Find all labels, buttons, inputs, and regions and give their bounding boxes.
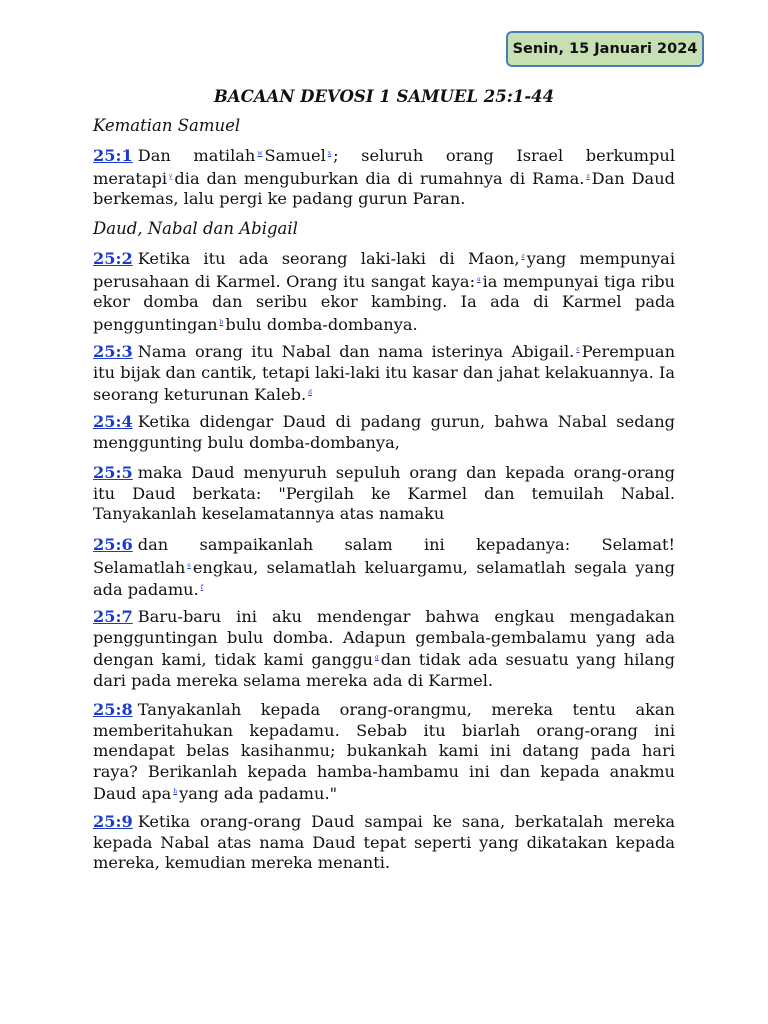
- verse: [93, 700, 675, 805]
- page-title: BACAAN DEVOSI 1 SAMUEL 25:1-44: [213, 87, 555, 106]
- verse: [93, 144, 675, 210]
- verse: [93, 247, 675, 335]
- footnote-link[interactable]: a: [477, 275, 481, 283]
- verse-text: Ketika itu ada seorang laki-laki di Maon,: [137, 249, 520, 268]
- verse-ref-link[interactable]: 25:3: [93, 342, 133, 361]
- verse-ref-link[interactable]: 25:1: [93, 146, 133, 165]
- footnote-link[interactable]: w: [257, 150, 263, 157]
- footnote-link[interactable]: z: [521, 253, 525, 260]
- verse-text: dan sampaikanlah salam ini kepadanya: Selamat! Selamatlah: [93, 535, 675, 577]
- verse: [93, 535, 675, 601]
- verse-text: yang mempunyai perusahaan di Karmel. Orang itu sangat kaya:: [93, 249, 676, 291]
- footnote-link[interactable]: x: [327, 150, 332, 157]
- verse-ref-link[interactable]: 25:7: [93, 607, 133, 626]
- verse-text: yang ada padamu.": [179, 784, 338, 804]
- verse-text: maka Daud menyuruh sepuluh orang dan kepada orang-orang itu Daud berkata: "Pergilah ke Karmel dan temuilah Nabal. Tanyakanlah keselamatannya atas namaku: [93, 463, 675, 524]
- verse-text: Nama orang itu Nabal dan nama isterinya Abigail.: [137, 342, 575, 361]
- verse-text: Samuel: [264, 146, 326, 165]
- footnote-link[interactable]: h: [173, 788, 178, 796]
- footnote-link[interactable]: g: [374, 654, 379, 662]
- footnote-link[interactable]: y: [169, 172, 173, 180]
- verse-text: ; seluruh orang Israel berkumpul meratapi: [93, 146, 675, 188]
- verse-ref-link[interactable]: 25:2: [93, 249, 133, 268]
- section-heading-daud-nabal-abigail: Daud, Nabal dan Abigail: [93, 219, 298, 238]
- verse: [93, 412, 675, 453]
- footnote-link[interactable]: c: [576, 346, 580, 353]
- verse-ref-link[interactable]: 25:4: [93, 412, 133, 431]
- verse-ref-link[interactable]: 25:6: [93, 535, 133, 554]
- verse-ref-link[interactable]: 25:5: [93, 463, 133, 482]
- verse-text: engkau, selamatlah keluargamu, selamatlah segala yang ada padamu.: [93, 557, 675, 600]
- verse-text: dan tidak ada sesuatu yang hilang dari pada mereka selama mereka ada di Karmel.: [93, 650, 675, 690]
- verse-text: Ketika didengar Daud di padang gurun, bahwa Nabal sedang menggunting bulu domba-dombanya,: [93, 412, 675, 452]
- verse: [93, 607, 675, 691]
- verse-ref-link[interactable]: 25:9: [93, 812, 133, 831]
- verse-text: dia dan menguburkan dia di rumahnya di Rama.: [174, 168, 585, 188]
- verse-text: bulu domba-dombanya.: [225, 314, 418, 334]
- verse-text: Dan Daud berkemas, lalu pergi ke padang gurun Paran.: [93, 168, 675, 209]
- footnote-link[interactable]: d: [308, 389, 312, 397]
- footnote-link[interactable]: z: [586, 172, 590, 180]
- footnote-link[interactable]: e: [187, 561, 191, 569]
- footnote-link[interactable]: b: [219, 318, 224, 326]
- verse-ref-link[interactable]: 25:8: [93, 700, 133, 719]
- verse-text: Tanyakanlah kepada orang-orangmu, mereka tentu akan memberitahukan kepadamu. Sebab itu biarlah orang-orang ini mendapat belas kasihanmu; bukankah kami ini datang pada hari raya? Berikanlah kepada hamba-hambamu ini dan kepada anakmu Daud apa: [93, 700, 675, 804]
- footnote-link[interactable]: f: [200, 584, 203, 592]
- verse: [93, 463, 675, 525]
- date-badge: Senin, 15 Januari 2024: [506, 31, 704, 67]
- verse-text: Ketika orang-orang Daud sampai ke sana, berkatalah mereka kepada Nabal atas nama Daud tepat seperti yang dikatakan kepada mereka, kemudian mereka menanti.: [93, 812, 675, 873]
- verse-text: Perempuan itu bijak dan cantik, tetapi laki-laki itu kasar dan jahat kelakuannya. Ia seorang keturunan Kaleb.: [93, 342, 675, 405]
- verse-text: Dan matilah: [137, 146, 256, 165]
- verse-text: Baru-baru ini aku mendengar bahwa engkau mengadakan pengguntingan bulu domba. Adapun gembala-gembalamu yang ada dengan kami, tidak kami ganggu: [93, 607, 675, 670]
- verse: [93, 812, 675, 874]
- verse-text: ia mempunyai tiga ribu ekor domba dan seribu ekor kambing. Ia ada di Karmel pada pengguntingan: [93, 271, 675, 334]
- section-heading-kematian-samuel: Kematian Samuel: [93, 116, 241, 135]
- verse: [93, 340, 675, 406]
